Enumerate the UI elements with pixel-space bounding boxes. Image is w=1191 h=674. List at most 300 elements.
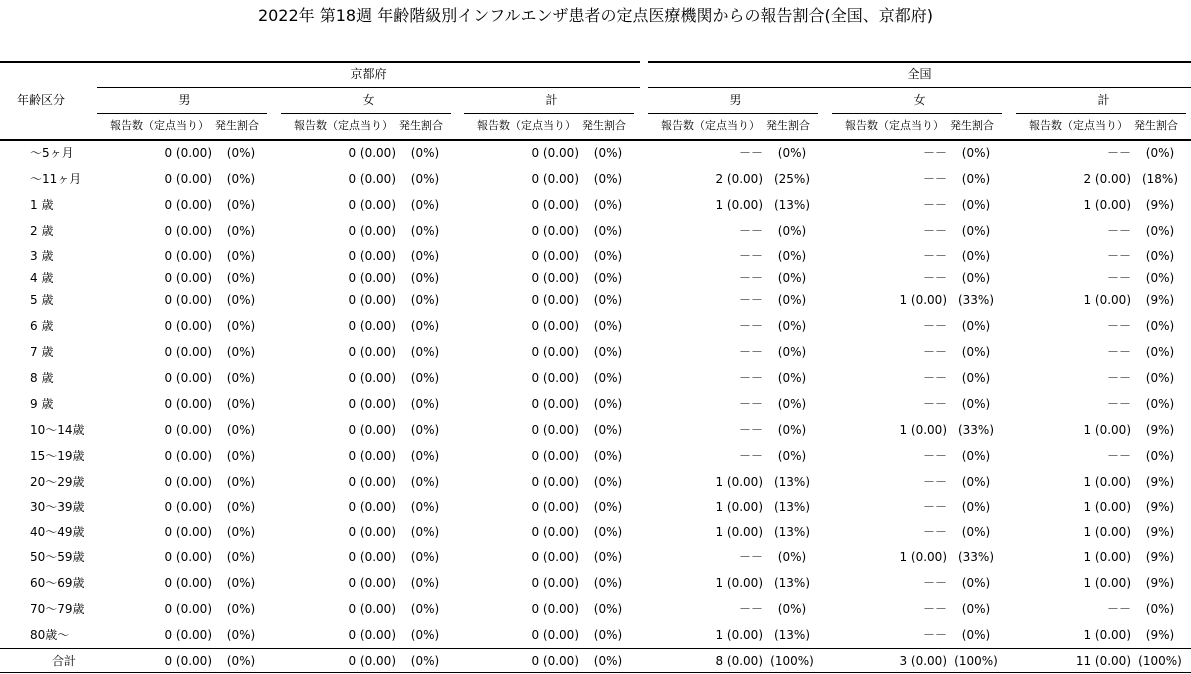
report-count: －－ (738, 397, 763, 411)
sex-header: 男 (729, 93, 742, 107)
report-rate: (9%) (1145, 500, 1175, 514)
report-count: 1 (0.00) (1083, 628, 1131, 642)
report-count: －－ (1106, 224, 1131, 238)
report-count: 1 (0.00) (715, 500, 763, 514)
report-count: 1 (0.00) (1083, 576, 1131, 590)
report-count: 0 (0.00) (164, 397, 212, 411)
report-count: 0 (0.00) (164, 249, 212, 263)
report-count: －－ (1106, 449, 1131, 463)
report-count: 0 (0.00) (164, 345, 212, 359)
age-label: 6 歳 (30, 319, 54, 333)
region-header-kyoto: 京都府 (350, 67, 387, 81)
report-count: －－ (922, 628, 947, 642)
report-rate: (33%) (957, 293, 995, 307)
report-count: －－ (738, 293, 763, 307)
report-rate: (25%) (773, 172, 811, 186)
report-rate: (0%) (961, 449, 991, 463)
report-count: 1 (0.00) (715, 628, 763, 642)
table-rule (281, 113, 451, 114)
age-column-header: 年齢区分 (17, 93, 66, 107)
report-count: 0 (0.00) (348, 449, 396, 463)
report-rate: (0%) (961, 198, 991, 212)
report-rate: (0%) (961, 602, 991, 616)
report-rate: (0%) (1145, 319, 1175, 333)
rate-column-header: 発生割合 (215, 119, 259, 132)
total-count: 0 (0.00) (531, 654, 579, 668)
age-label: 30～39歳 (30, 500, 85, 514)
report-count: 0 (0.00) (164, 172, 212, 186)
report-count: 0 (0.00) (531, 628, 579, 642)
report-count: 0 (0.00) (348, 146, 396, 160)
report-count: －－ (922, 397, 947, 411)
report-count: 0 (0.00) (164, 198, 212, 212)
report-rate: (0%) (226, 423, 256, 437)
report-rate: (0%) (1145, 224, 1175, 238)
report-count: 0 (0.00) (164, 224, 212, 238)
report-rate: (13%) (773, 525, 811, 539)
report-count: 0 (0.00) (531, 397, 579, 411)
report-count: 1 (0.00) (715, 475, 763, 489)
report-count: 1 (0.00) (1083, 500, 1131, 514)
age-label: 60～69歳 (30, 576, 85, 590)
sex-header: 計 (545, 93, 558, 107)
report-count: 0 (0.00) (531, 319, 579, 333)
age-label: 9 歳 (30, 397, 54, 411)
report-rate: (0%) (410, 371, 440, 385)
rate-column-header: 発生割合 (582, 119, 626, 132)
report-count: －－ (738, 423, 763, 437)
age-label: ～5ヶ月 (30, 146, 74, 160)
report-count: －－ (922, 172, 947, 186)
report-count: 1 (0.00) (1083, 475, 1131, 489)
report-count: 0 (0.00) (164, 628, 212, 642)
report-count: －－ (738, 249, 763, 263)
report-count: －－ (922, 525, 947, 539)
table-rule (648, 113, 818, 114)
age-label: 10～14歳 (30, 423, 85, 437)
report-rate: (0%) (226, 319, 256, 333)
table-rule (0, 139, 1191, 141)
report-rate: (0%) (593, 576, 623, 590)
report-rate: (0%) (961, 525, 991, 539)
age-label: 8 歳 (30, 371, 54, 385)
total-count: 3 (0.00) (899, 654, 947, 668)
report-rate: (0%) (410, 525, 440, 539)
report-rate: (0%) (777, 224, 807, 238)
report-count: 0 (0.00) (531, 172, 579, 186)
report-count: 0 (0.00) (348, 293, 396, 307)
total-count: 8 (0.00) (715, 654, 763, 668)
report-count: －－ (738, 345, 763, 359)
report-count: －－ (922, 319, 947, 333)
report-count: 0 (0.00) (348, 224, 396, 238)
report-count: 1 (0.00) (899, 293, 947, 307)
report-count: 0 (0.00) (348, 397, 396, 411)
report-count: 0 (0.00) (348, 249, 396, 263)
report-rate: (9%) (1145, 576, 1175, 590)
rate-column-header: 発生割合 (950, 119, 994, 132)
report-count: 0 (0.00) (164, 576, 212, 590)
report-rate: (0%) (777, 345, 807, 359)
count-column-header: 報告数（定点当り） (1029, 119, 1128, 132)
age-label: 20～29歳 (30, 475, 85, 489)
report-rate: (9%) (1145, 628, 1175, 642)
report-rate: (9%) (1145, 198, 1175, 212)
rate-column-header: 発生割合 (399, 119, 443, 132)
report-rate: (0%) (1145, 146, 1175, 160)
report-count: －－ (738, 271, 763, 285)
report-rate: (0%) (961, 271, 991, 285)
report-rate: (0%) (226, 345, 256, 359)
report-count: 0 (0.00) (348, 319, 396, 333)
report-rate: (0%) (777, 249, 807, 263)
report-rate: (0%) (410, 423, 440, 437)
report-rate: (0%) (226, 198, 256, 212)
report-rate: (33%) (957, 550, 995, 564)
report-rate: (0%) (961, 146, 991, 160)
report-rate: (9%) (1145, 423, 1175, 437)
report-count: 0 (0.00) (531, 423, 579, 437)
report-count: －－ (738, 449, 763, 463)
report-count: －－ (1106, 602, 1131, 616)
report-count: 0 (0.00) (164, 550, 212, 564)
table-rule (648, 87, 1191, 88)
report-count: 1 (0.00) (715, 525, 763, 539)
sex-header: 男 (178, 93, 191, 107)
report-rate: (0%) (410, 249, 440, 263)
report-rate: (0%) (593, 525, 623, 539)
report-count: 0 (0.00) (531, 224, 579, 238)
age-label: 7 歳 (30, 345, 54, 359)
rate-column-header: 発生割合 (1134, 119, 1178, 132)
report-count: －－ (922, 198, 947, 212)
report-rate: (0%) (593, 423, 623, 437)
report-count: 0 (0.00) (164, 525, 212, 539)
report-count: 1 (0.00) (715, 576, 763, 590)
report-count: －－ (922, 475, 947, 489)
report-rate: (0%) (226, 449, 256, 463)
report-count: －－ (1106, 319, 1131, 333)
report-rate: (0%) (593, 345, 623, 359)
report-count: 0 (0.00) (348, 345, 396, 359)
report-count: －－ (1106, 371, 1131, 385)
count-column-header: 報告数（定点当り） (477, 119, 576, 132)
total-rate: (0%) (593, 654, 623, 668)
report-count: －－ (922, 500, 947, 514)
report-rate: (18%) (1141, 172, 1179, 186)
report-count: 1 (0.00) (1083, 525, 1131, 539)
report-rate: (0%) (226, 293, 256, 307)
report-count: －－ (922, 602, 947, 616)
report-count: －－ (922, 371, 947, 385)
report-rate: (0%) (226, 224, 256, 238)
report-count: －－ (922, 345, 947, 359)
report-rate: (9%) (1145, 475, 1175, 489)
report-rate: (0%) (1145, 249, 1175, 263)
report-count: －－ (1106, 271, 1131, 285)
report-count: 0 (0.00) (531, 198, 579, 212)
table-rule (0, 672, 1191, 673)
report-count: 0 (0.00) (164, 475, 212, 489)
report-count: －－ (922, 224, 947, 238)
report-rate: (0%) (593, 319, 623, 333)
report-count: 0 (0.00) (348, 423, 396, 437)
report-rate: (0%) (410, 345, 440, 359)
report-rate: (0%) (226, 172, 256, 186)
table-rule (97, 87, 640, 88)
report-count: 0 (0.00) (164, 146, 212, 160)
report-rate: (0%) (961, 628, 991, 642)
report-count: －－ (738, 319, 763, 333)
report-count: －－ (738, 224, 763, 238)
count-column-header: 報告数（定点当り） (845, 119, 944, 132)
report-rate: (0%) (961, 371, 991, 385)
report-rate: (0%) (410, 628, 440, 642)
report-count: 0 (0.00) (531, 525, 579, 539)
report-rate: (0%) (593, 146, 623, 160)
table-rule (832, 113, 1002, 114)
report-rate: (0%) (961, 500, 991, 514)
report-rate: (0%) (777, 146, 807, 160)
report-rate: (0%) (410, 224, 440, 238)
report-rate: (0%) (961, 224, 991, 238)
report-rate: (0%) (593, 500, 623, 514)
age-label: 2 歳 (30, 224, 54, 238)
report-rate: (0%) (410, 397, 440, 411)
report-rate: (0%) (961, 319, 991, 333)
count-column-header: 報告数（定点当り） (661, 119, 760, 132)
age-label: 3 歳 (30, 249, 54, 263)
report-rate: (0%) (961, 397, 991, 411)
total-count: 0 (0.00) (164, 654, 212, 668)
report-rate: (0%) (777, 271, 807, 285)
report-rate: (0%) (593, 475, 623, 489)
report-rate: (9%) (1145, 293, 1175, 307)
report-count: 0 (0.00) (348, 628, 396, 642)
report-rate: (0%) (410, 576, 440, 590)
total-rate: (100%) (770, 654, 814, 668)
report-rate: (0%) (410, 500, 440, 514)
report-rate: (0%) (226, 475, 256, 489)
report-count: －－ (922, 271, 947, 285)
report-rate: (0%) (226, 249, 256, 263)
report-count: 1 (0.00) (1083, 293, 1131, 307)
report-rate: (0%) (593, 371, 623, 385)
report-rate: (13%) (773, 500, 811, 514)
report-rate: (0%) (1145, 449, 1175, 463)
report-rate: (0%) (593, 550, 623, 564)
report-rate: (0%) (593, 172, 623, 186)
rate-column-header: 発生割合 (766, 119, 810, 132)
table-rule (0, 61, 640, 63)
total-count: 0 (0.00) (348, 654, 396, 668)
report-rate: (0%) (1145, 371, 1175, 385)
report-rate: (0%) (226, 500, 256, 514)
report-rate: (9%) (1145, 550, 1175, 564)
report-rate: (0%) (410, 198, 440, 212)
age-label: 1 歳 (30, 198, 54, 212)
report-rate: (0%) (410, 293, 440, 307)
report-count: －－ (1106, 146, 1131, 160)
table-rule (648, 61, 1191, 63)
report-rate: (0%) (961, 576, 991, 590)
report-rate: (0%) (777, 319, 807, 333)
report-count: 0 (0.00) (164, 500, 212, 514)
report-count: 0 (0.00) (164, 319, 212, 333)
report-rate: (0%) (593, 628, 623, 642)
report-rate: (0%) (410, 449, 440, 463)
report-count: 0 (0.00) (531, 576, 579, 590)
report-rate: (0%) (777, 602, 807, 616)
report-count: 1 (0.00) (1083, 550, 1131, 564)
report-rate: (0%) (226, 602, 256, 616)
sex-header: 女 (362, 93, 375, 107)
report-rate: (0%) (961, 345, 991, 359)
age-label: 80歳～ (30, 628, 70, 642)
report-count: 0 (0.00) (531, 550, 579, 564)
report-rate: (0%) (226, 371, 256, 385)
report-rate: (13%) (773, 628, 811, 642)
report-count: 0 (0.00) (531, 293, 579, 307)
table-rule (97, 113, 267, 114)
report-count: 0 (0.00) (164, 371, 212, 385)
table-rule (0, 648, 1191, 649)
report-rate: (0%) (593, 224, 623, 238)
report-count: －－ (922, 576, 947, 590)
report-count: 0 (0.00) (348, 172, 396, 186)
report-rate: (0%) (593, 397, 623, 411)
report-rate: (0%) (226, 271, 256, 285)
report-rate: (0%) (226, 397, 256, 411)
total-count: 11 (0.00) (1075, 654, 1131, 668)
report-count: 0 (0.00) (531, 500, 579, 514)
age-label: 50～59歳 (30, 550, 85, 564)
report-count: －－ (922, 249, 947, 263)
report-count: 0 (0.00) (531, 602, 579, 616)
report-rate: (13%) (773, 475, 811, 489)
report-rate: (0%) (777, 397, 807, 411)
age-label: 5 歳 (30, 293, 54, 307)
report-rate: (0%) (410, 550, 440, 564)
report-count: 0 (0.00) (531, 249, 579, 263)
report-count: －－ (1106, 249, 1131, 263)
report-count: －－ (738, 146, 763, 160)
report-count: 0 (0.00) (348, 500, 396, 514)
report-rate: (0%) (226, 576, 256, 590)
sex-header: 女 (913, 93, 926, 107)
report-count: 0 (0.00) (348, 602, 396, 616)
table-rule (464, 113, 634, 114)
report-count: 0 (0.00) (348, 576, 396, 590)
report-rate: (33%) (957, 423, 995, 437)
report-rate: (0%) (777, 293, 807, 307)
report-count: 1 (0.00) (1083, 423, 1131, 437)
total-rate: (0%) (226, 654, 256, 668)
report-count: 1 (0.00) (715, 198, 763, 212)
report-count: 0 (0.00) (531, 449, 579, 463)
report-rate: (0%) (1145, 397, 1175, 411)
report-count: 0 (0.00) (164, 293, 212, 307)
report-count: 1 (0.00) (899, 423, 947, 437)
report-count: 0 (0.00) (531, 475, 579, 489)
report-rate: (13%) (773, 576, 811, 590)
report-rate: (0%) (777, 371, 807, 385)
report-rate: (0%) (410, 319, 440, 333)
report-rate: (13%) (773, 198, 811, 212)
report-count: 1 (0.00) (1083, 198, 1131, 212)
report-count: 0 (0.00) (348, 525, 396, 539)
report-count: 0 (0.00) (348, 475, 396, 489)
report-count: 0 (0.00) (531, 371, 579, 385)
report-rate: (0%) (777, 449, 807, 463)
report-count: －－ (1106, 345, 1131, 359)
report-rate: (0%) (226, 146, 256, 160)
report-rate: (0%) (593, 271, 623, 285)
age-label: 40～49歳 (30, 525, 85, 539)
report-rate: (0%) (961, 172, 991, 186)
report-count: 0 (0.00) (348, 198, 396, 212)
count-column-header: 報告数（定点当り） (110, 119, 209, 132)
count-column-header: 報告数（定点当り） (294, 119, 393, 132)
total-label: 合計 (52, 654, 77, 668)
report-rate: (0%) (410, 172, 440, 186)
report-count: 2 (0.00) (715, 172, 763, 186)
report-rate: (0%) (593, 449, 623, 463)
page-title: 2022年 第18週 年齢階級別インフルエンザ患者の定点医療機関からの報告割合(全国、京都府) (257, 6, 934, 25)
report-count: 0 (0.00) (164, 449, 212, 463)
report-rate: (0%) (777, 423, 807, 437)
report-count: －－ (922, 449, 947, 463)
age-label: ～11ヶ月 (30, 172, 82, 186)
report-rate: (0%) (226, 550, 256, 564)
report-rate: (0%) (593, 602, 623, 616)
region-header-national: 全国 (907, 67, 932, 81)
report-count: 2 (0.00) (1083, 172, 1131, 186)
report-count: 0 (0.00) (348, 271, 396, 285)
report-rate: (0%) (961, 475, 991, 489)
report-rate: (0%) (1145, 602, 1175, 616)
age-label: 15～19歳 (30, 449, 85, 463)
report-count: －－ (738, 371, 763, 385)
report-count: 0 (0.00) (531, 146, 579, 160)
sex-header: 計 (1097, 93, 1110, 107)
report-count: 1 (0.00) (899, 550, 947, 564)
report-rate: (0%) (593, 198, 623, 212)
report-count: 0 (0.00) (531, 271, 579, 285)
total-rate: (100%) (1138, 654, 1182, 668)
report-count: 0 (0.00) (164, 271, 212, 285)
report-count: 0 (0.00) (164, 423, 212, 437)
report-rate: (0%) (777, 550, 807, 564)
report-count: －－ (922, 146, 947, 160)
report-rate: (0%) (1145, 345, 1175, 359)
age-label: 70～79歳 (30, 602, 85, 616)
report-rate: (0%) (593, 293, 623, 307)
report-rate: (0%) (410, 271, 440, 285)
report-count: 0 (0.00) (348, 550, 396, 564)
report-rate: (0%) (410, 475, 440, 489)
report-rate: (0%) (961, 249, 991, 263)
report-rate: (0%) (1145, 271, 1175, 285)
report-count: 0 (0.00) (531, 345, 579, 359)
report-count: 0 (0.00) (164, 602, 212, 616)
table-rule (1016, 113, 1186, 114)
age-label: 4 歳 (30, 271, 54, 285)
report-rate: (0%) (410, 602, 440, 616)
report-count: －－ (738, 602, 763, 616)
report-rate: (9%) (1145, 525, 1175, 539)
report-rate: (0%) (226, 525, 256, 539)
